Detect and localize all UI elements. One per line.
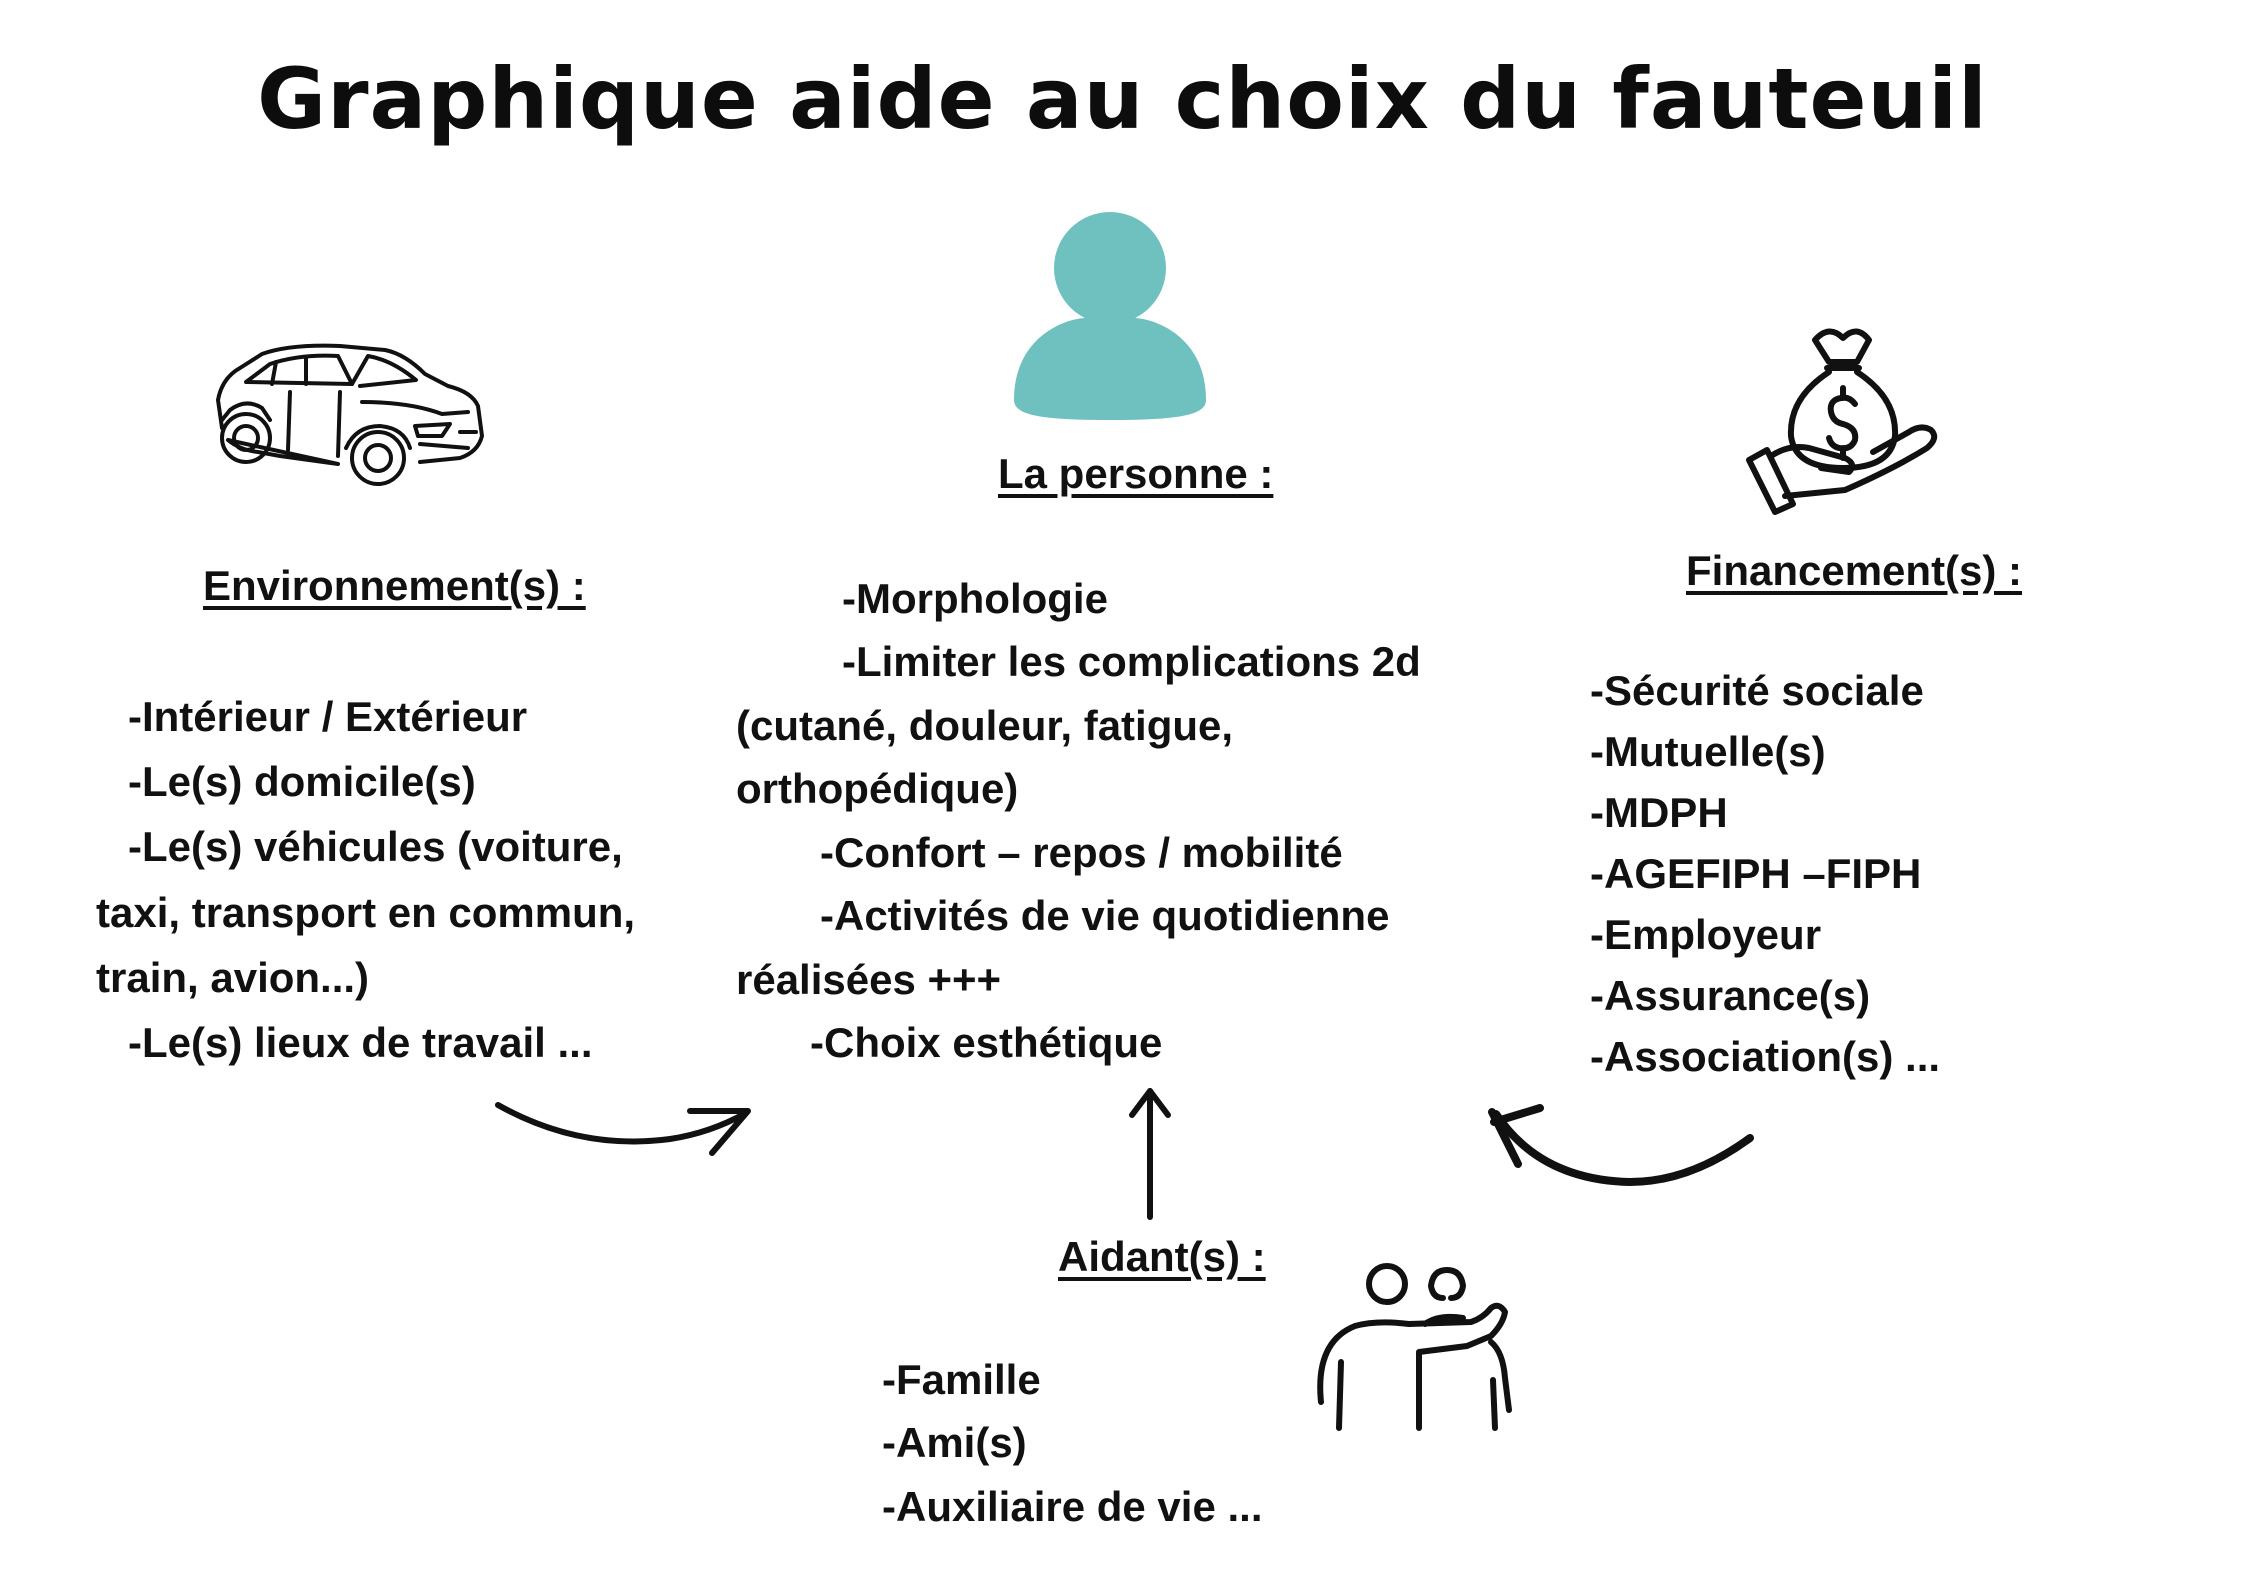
arrow-aidants-to-person (1128, 1085, 1172, 1220)
list-item: -Association(s) ... (1590, 1033, 1941, 1080)
list-item: -Limiter les complications 2d (842, 638, 1421, 685)
arrow-financement-to-person (1480, 1098, 1760, 1203)
list-item: -Ami(s) (882, 1419, 1027, 1466)
list-item: orthopédique) (736, 765, 1019, 812)
list-item: -Mutuelle(s) (1590, 728, 1826, 775)
list-item: -Famille (882, 1356, 1041, 1403)
list-item: taxi, transport en commun, (96, 889, 636, 936)
list-item: -MDPH (1590, 789, 1728, 836)
list-item: -Le(s) véhicules (voiture, (128, 823, 623, 870)
heading-personne: La personne : (998, 450, 1274, 497)
arrow-environment-to-person (490, 1095, 760, 1205)
money-bag-hand-icon (1745, 318, 1940, 513)
list-item: (cutané, douleur, fatigue, (736, 702, 1234, 749)
page-title: Graphique aide au choix du fauteuil (257, 50, 1988, 148)
list-item: -AGEFIPH –FIPH (1590, 850, 1922, 897)
person-icon (1010, 210, 1210, 420)
list-item: -Morphologie (842, 575, 1108, 622)
car-icon (210, 340, 485, 490)
helpers-icon (1315, 1262, 1515, 1434)
list-item: -Confort – repos / mobilité (820, 829, 1343, 876)
list-item: -Activités de vie quotidienne (820, 892, 1390, 939)
list-item: -Assurance(s) (1590, 972, 1871, 1019)
list-item: -Employeur (1590, 911, 1822, 958)
list-item: -Intérieur / Extérieur (128, 693, 528, 740)
heading-aidants: Aidant(s) : (1058, 1233, 1266, 1280)
heading-environnement: Environnement(s) : (203, 562, 586, 609)
list-item: réalisées +++ (736, 956, 1002, 1003)
list-item: -Sécurité sociale (1590, 667, 1924, 714)
list-item: -Le(s) domicile(s) (128, 758, 476, 805)
list-item: -Choix esthétique (810, 1019, 1163, 1066)
list-item: train, avion...) (96, 954, 370, 1001)
heading-financement: Financement(s) : (1686, 547, 2023, 594)
list-item: -Auxiliaire de vie ... (882, 1483, 1263, 1530)
list-item: -Le(s) lieux de travail ... (128, 1019, 593, 1066)
